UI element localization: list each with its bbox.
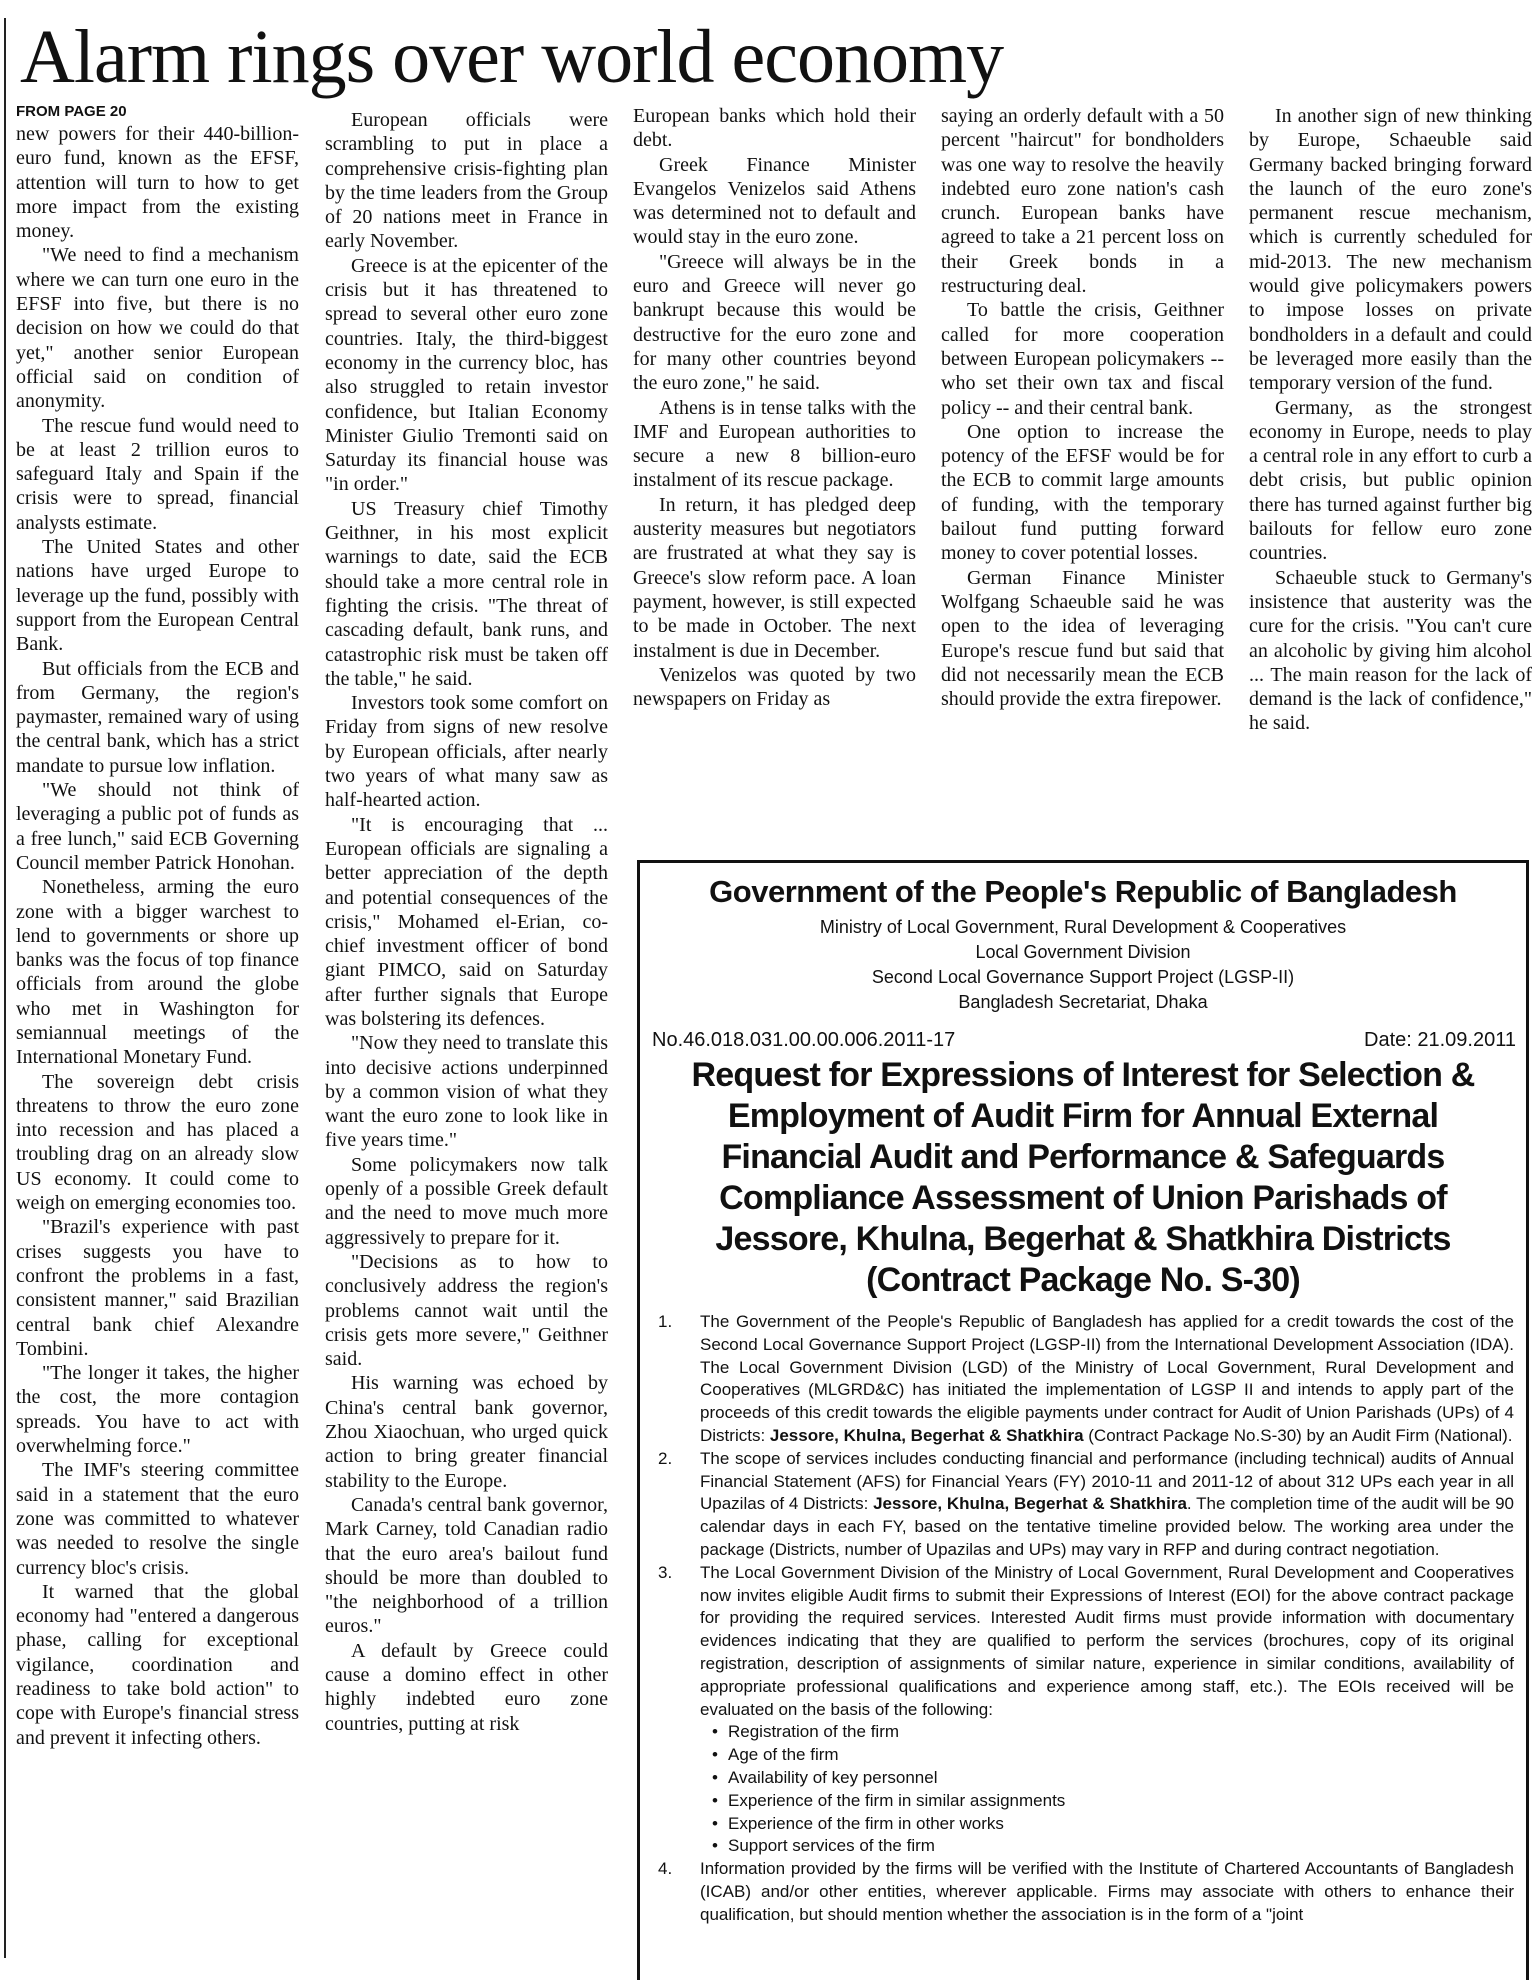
paragraph: European banks which hold their debt. [633,105,916,152]
paragraph: "The longer it takes, the higher the cost, the more contagion spreads. You have to act with overwhelming force." [16,1362,299,1458]
notice-title-line: Request for Expressions of Interest for Selection & [691,1056,1475,1094]
paragraph: "Now they need to translate this into decisive actions underpinned by a common vision of what they want the euro zone to look like in five years time." [325,1032,608,1152]
paragraph: In return, it has pledged deep austerity measures but negotiators are frustrated at what they say is Greece's slow reform pace. A loan payment, however, is still expected to be made in October. The next instalment is due in December. [633,493,916,662]
notice-item-text: The Local Government Division of the Ministry of Local Government, Rural Development and Cooperatives now invites eligible Audit firms to submit their Expressions of Interest (EOI) for the above contract package for providing the required services. Interested Audit firms must provide information with documentary evidences indicating that they are qualified to perform the services (brochures, copy of its original registration, description of assignments of similar nature, experience in similar conditions, availability of appropriate professional qualifications and experience among staff, etc.). The EOIs received will be evaluated on the basis of the following: [700,1562,1514,1719]
notice-item-text: The scope of services includes conducting financial and performance (including technical) audits of Annual Financial Statement (AFS) for Financial Years (FY) 2010-11 and 2011-12 of about 312 UPs each year in all Upazilas of 4 Districts: [700,1448,1514,1514]
notice-item-text: . The completion time of the audit will be 90 calendar days in each FY, based on the tentative timeline provided below. The working area under the package (Districts, number of Upazilas and UPs) may vary in RFP and during contract negotiation. [700,1494,1514,1559]
paragraph: Greek Finance Minister Evangelos Venizelos said Athens was determined not to default and would stay in the euro zone. [633,153,916,249]
notice-item-number: 3. [658,1562,673,1582]
notice-secretariat: Bangladesh Secretariat, Dhaka [958,992,1208,1012]
paragraph: In another sign of new thinking by Europe, Schaeuble said Germany backed bringing forward the launch of the euro zone's permanent rescue mechanism, which is currently scheduled for mid-2013. The new mechanism would give policymakers powers to impose losses on private bondholders in a default and could be leveraged more easily than the temporary version of the fund. [1249,105,1532,395]
government-notice [637,860,1529,1980]
article-column-3 [633,104,916,836]
paragraph: It warned that the global economy had "entered a dangerous phase, calling for exceptional vigilance, coordination and readiness to take bold action" to cope with Europe's financial stress and prevent it infecting others. [16,1580,299,1749]
notice-title-line: Employment of Audit Firm for Annual External [727,1097,1439,1135]
notice-item-text: The Government of the People's Republic of Bangladesh has applied for a credit towards the cost of the Second Local Governance Support Project (LGSP-II) from the International Development Association (IDA). The Local Government Division (LGD) of the Ministry of Local Government, Rural Development and Cooperatives (MLGRD&C) has initiated the implementation of LGSP II and intends to apply part of the proceeds of this credit towards the eligible payments under contract for Audit of Union Parishads (UPs) of 4 Districts: [700,1312,1514,1445]
article-column-1 [16,102,299,1957]
paragraph: US Treasury chief Timothy Geithner, in his most explicit warnings to date, said the ECB should take a more central role in fighting the crisis. "The threat of cascading default, bank runs, and catastrophic risk must be taken off the table," he said. [325,497,608,690]
notice-item-districts: Jessore, Khulna, Begerhat & Shatkhira [769,1425,1084,1445]
column-rule-left [4,18,6,1958]
notice-item-text: Information provided by the firms will be verified with the Institute of Chartered Accountants of Bangladesh (ICAB) and/or other entities, wherever applicable. Firms may associate with others to enhance their qualification, but should mention whether the association is in the form of a "joint [700,1859,1514,1924]
paragraph: "It is encouraging that ... European officials are signaling a better appreciation of the depth and potential consequences of the crisis," Mohamed el-Erian, co-chief investment officer of bond giant PIMCO, said on Saturday after further signals that Europe was bolstering its defences. [325,813,608,1030]
notice-project: Second Local Governance Support Project (LGSP-II) [871,967,1295,987]
paragraph: Athens is in tense talks with the IMF and European authorities to secure a new 8 billion-euro instalment of its rescue package. [633,396,916,492]
paragraph: The sovereign debt crisis threatens to throw the euro zone into recession and has placed a troubling drag on an already slow US economy. It could come to weigh on emerging economies too. [16,1070,299,1215]
paragraph: Germany, as the strongest economy in Europe, needs to play a central role in any effort to curb a debt crisis, but public opinion there has turned against further big bailouts for fellow euro zone countries. [1249,396,1532,565]
notice-date: Date: 21.09.2011 [1364,1029,1516,1051]
notice-title-line: Financial Audit and Performance & Safeguards [721,1138,1445,1176]
notice-title-line: Jessore, Khulna, Begerhat & Shatkhira Districts [715,1220,1451,1258]
notice-reference-number: No.46.018.031.00.00.006.2011-17 [652,1029,956,1051]
paragraph: Nonetheless, arming the euro zone with a bigger warchest to lend to governments or shore up banks was the focus of top finance officials from around the globe who met in Washington for semiannual meetings of the International Monetary Fund. [16,876,299,1069]
notice-title-line: (Contract Package No. S-30) [866,1261,1300,1299]
notice-item [650,1858,1514,1926]
list-item: • Age of the firm [712,1744,1514,1767]
paragraph: One option to increase the potency of the EFSF would be for the ECB to commit large amounts of funding, with the temporary bailout fund putting forward money to cover potential losses. [941,420,1224,565]
paragraph: His warning was echoed by China's central bank governor, Zhou Xiaochuan, who urged quick action to bring greater financial stability to the Europe. [325,1372,608,1492]
paragraph: Some policymakers now talk openly of a possible Greek default and the need to move much more aggressively to prepare for it. [325,1153,608,1249]
article-column-4 [941,104,1224,836]
notice-item [650,1562,1514,1858]
paragraph: "We need to find a mechanism where we can turn one euro in the EFSF into five, but there is no decision on how we could do that yet," another senior European official said on condition of anonymity. [16,244,299,413]
list-item: • Experience of the firm in other works [712,1813,1514,1836]
paragraph: new powers for their 440-billion-euro fund, known as the EFSF, attention will turn to how to get more impact from the existing money. [16,123,299,243]
notice-title-line: Compliance Assessment of Union Parishads of [719,1179,1447,1217]
notice-division: Local Government Division [975,942,1191,962]
paragraph: To battle the crisis, Geithner called for more cooperation between European policymakers -- who set their own tax and fiscal policy -- and their central bank. [941,299,1224,419]
paragraph: "Decisions as to how to conclusively address the region's problems cannot wait until the crisis gets more severe," Geithner said. [325,1250,608,1371]
paragraph: Investors took some comfort on Friday from signs of new resolve by European officials, after nearly two years of what many saw as half-hearted action. [325,692,608,812]
paragraph: Venizelos was quoted by two newspapers on Friday as [633,663,916,711]
notice-item-text: (Contract Package No.S-30) by an Audit Firm (National). [1083,1425,1513,1445]
paragraph: European officials were scrambling to put in place a comprehensive crisis-fighting plan by the time leaders from the Group of 20 nations meet in France in early November. [325,109,608,253]
paragraph: "Greece will always be in the euro and Greece will never go bankrupt because this would be destructive for the euro zone and for many other countries beyond the euro zone," he said. [633,250,916,395]
notice-item-districts: Jessore, Khulna, Begerhat & Shatkhira [873,1494,1187,1514]
paragraph: "Brazil's experience with past crises suggests you have to confront the problems in a fast, consistent manner," said Brazilian central bank chief Alexandre Tombini. [16,1216,299,1360]
paragraph: But officials from the ECB and from Germany, the region's paymaster, remained wary of using the central bank, which has a strict mandate to pursue low inflation. [16,657,299,777]
notice-title [646,1055,1520,1301]
notice-item-number: 2. [658,1448,673,1468]
paragraph: Greece is at the epicenter of the crisis but it has threatened to spread to several other euro zone countries. Italy, the third-biggest economy in the currency bloc, has also struggled to retain investor confidence, but Italian Economy Minister Giulio Tremonti said on Saturday its financial house was "in order." [325,254,608,496]
paragraph: "We should not think of leveraging a public pot of funds as a free lunch," said ECB Governing Council member Patrick Honohan. [16,779,299,874]
paragraph: German Finance Minister Wolfgang Schaeuble said he was open to the idea of leveraging Europe's rescue fund but said that did not necessarily mean the ECB should provide the extra firepower. [941,566,1224,711]
evaluation-criteria-list [700,1721,1514,1858]
notice-government: Government of the People's Republic of Bangladesh [709,874,1457,909]
headline: Alarm rings over world economy [20,15,1004,99]
paragraph: Canada's central bank governor, Mark Carney, told Canadian radio that the euro area's bailout fund should be more than doubled to "the neighborhood of a trillion euros." [325,1493,608,1638]
paragraph: The United States and other nations have urged Europe to leverage up the fund, possibly with support from the European Central Bank. [16,536,299,656]
list-item: • Availability of key personnel [712,1767,1514,1790]
notice-ministry: Ministry of Local Government, Rural Development & Cooperatives [819,917,1347,937]
article-column-5 [1249,104,1532,836]
list-item: • Experience of the firm in similar assignments [712,1790,1514,1813]
notice-item [650,1448,1514,1562]
paragraph: A default by Greece could cause a domino effect in other highly indebted euro zone countries, putting at risk [325,1639,608,1735]
paragraph: Schaeuble stuck to Germany's insistence that austerity was the cure for the crisis. "You can't cure an alcoholic by giving him alcohol ... The main reason for the lack of demand is the lack of confidence," he said. [1249,566,1532,735]
notice-item-number: 4. [658,1859,673,1879]
notice-subheading [640,915,1526,1015]
article-column-2 [325,108,608,1958]
notice-item [650,1311,1514,1448]
paragraph: The IMF's steering committee said in a statement that the euro zone was committed to whatever was needed to resolve the single currency bloc's crisis. [16,1459,299,1579]
paragraph: saying an orderly default with a 50 percent "haircut" for bondholders was one way to resolve the heavily indebted euro zone nation's cash crunch. European banks have agreed to take a 21 percent loss on their Greek bonds in a restructuring deal. [941,105,1224,298]
list-item: • Support services of the firm [712,1835,1514,1858]
from-page-label: FROM PAGE 20 [16,103,127,120]
notice-items [650,1311,1514,1927]
list-item: • Registration of the firm [712,1721,1514,1744]
paragraph: The rescue fund would need to be at least 2 trillion euros to safeguard Italy and Spain if the crisis were to spread, financial analysts estimate. [16,414,299,534]
notice-item-number: 1. [658,1312,673,1331]
